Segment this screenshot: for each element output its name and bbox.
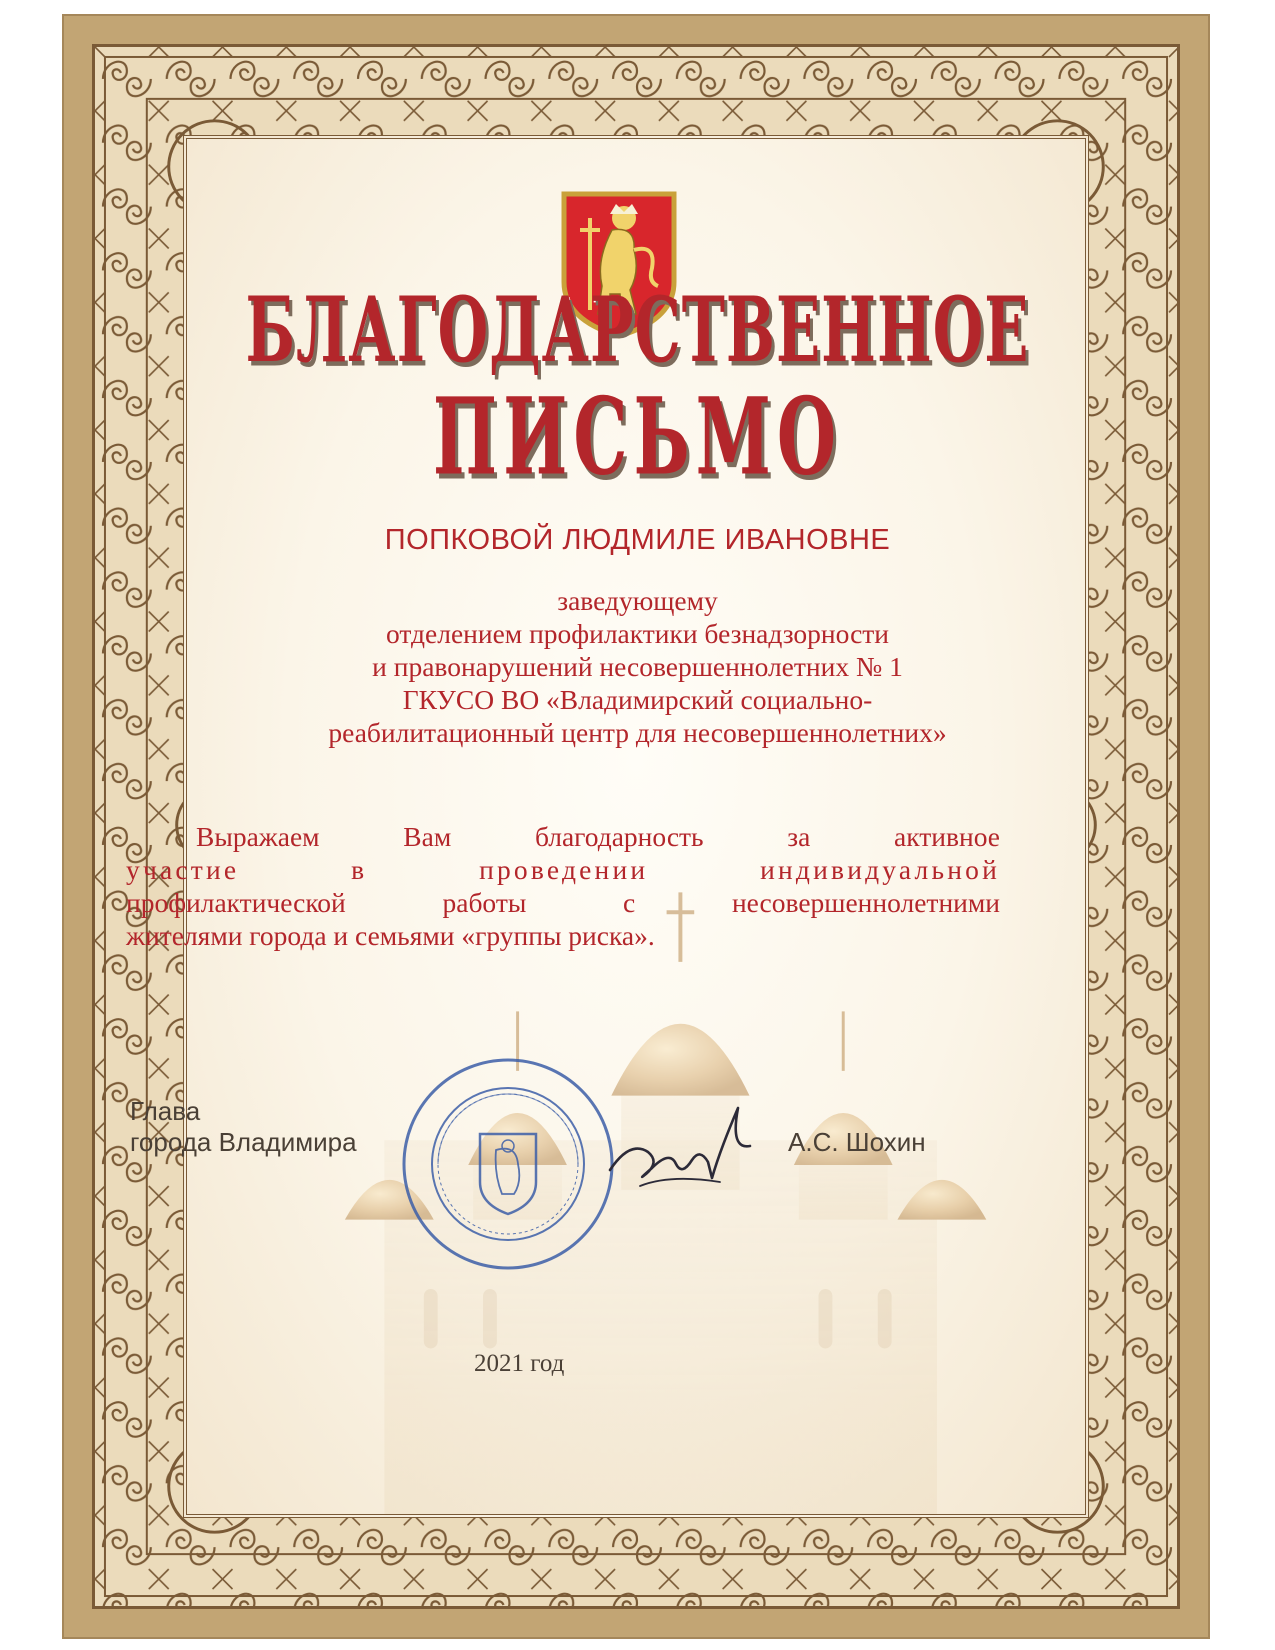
position-line: ГКУСО ВО «Владимирский социально- [402,684,873,715]
signer-title [130,1096,357,1158]
signer-title-line: Глава [130,1096,201,1126]
gratitude-line: Выражаем Вам благодарность за активное [196,821,1000,852]
position-line: заведующему [557,585,718,616]
recipient-position [0,584,1275,749]
signer-title-line: города Владимира [130,1127,357,1157]
position-line: отделением профилактики безнадзорности [385,618,890,649]
recipient-name: ПОПКОВОЙ ЛЮДМИЛЕ ИВАНОВНЕ [384,524,891,556]
certificate-title-line1: БЛАГОДАРСТВЕННОЕ [245,277,1030,383]
signature-icon [600,1090,760,1200]
official-stamp-icon [398,1054,618,1274]
position-line: и правонарушений несовершеннолетних № 1 [372,651,903,682]
gratitude-text [126,820,1000,952]
certificate-title-line2: ПИСЬМО [432,376,843,500]
gratitude-line: жителями города и семьями «группы риска». [126,920,655,951]
signer-name: А.С. Шохин [788,1127,926,1157]
position-line: реабилитационный центр для несовершеннолетних» [328,717,947,748]
document-year: 2021 год [474,1350,565,1377]
gratitude-line: профилактической работы с несовершеннолетними [126,887,1000,918]
gratitude-line: участие в проведении индивидуальной [126,854,1000,885]
